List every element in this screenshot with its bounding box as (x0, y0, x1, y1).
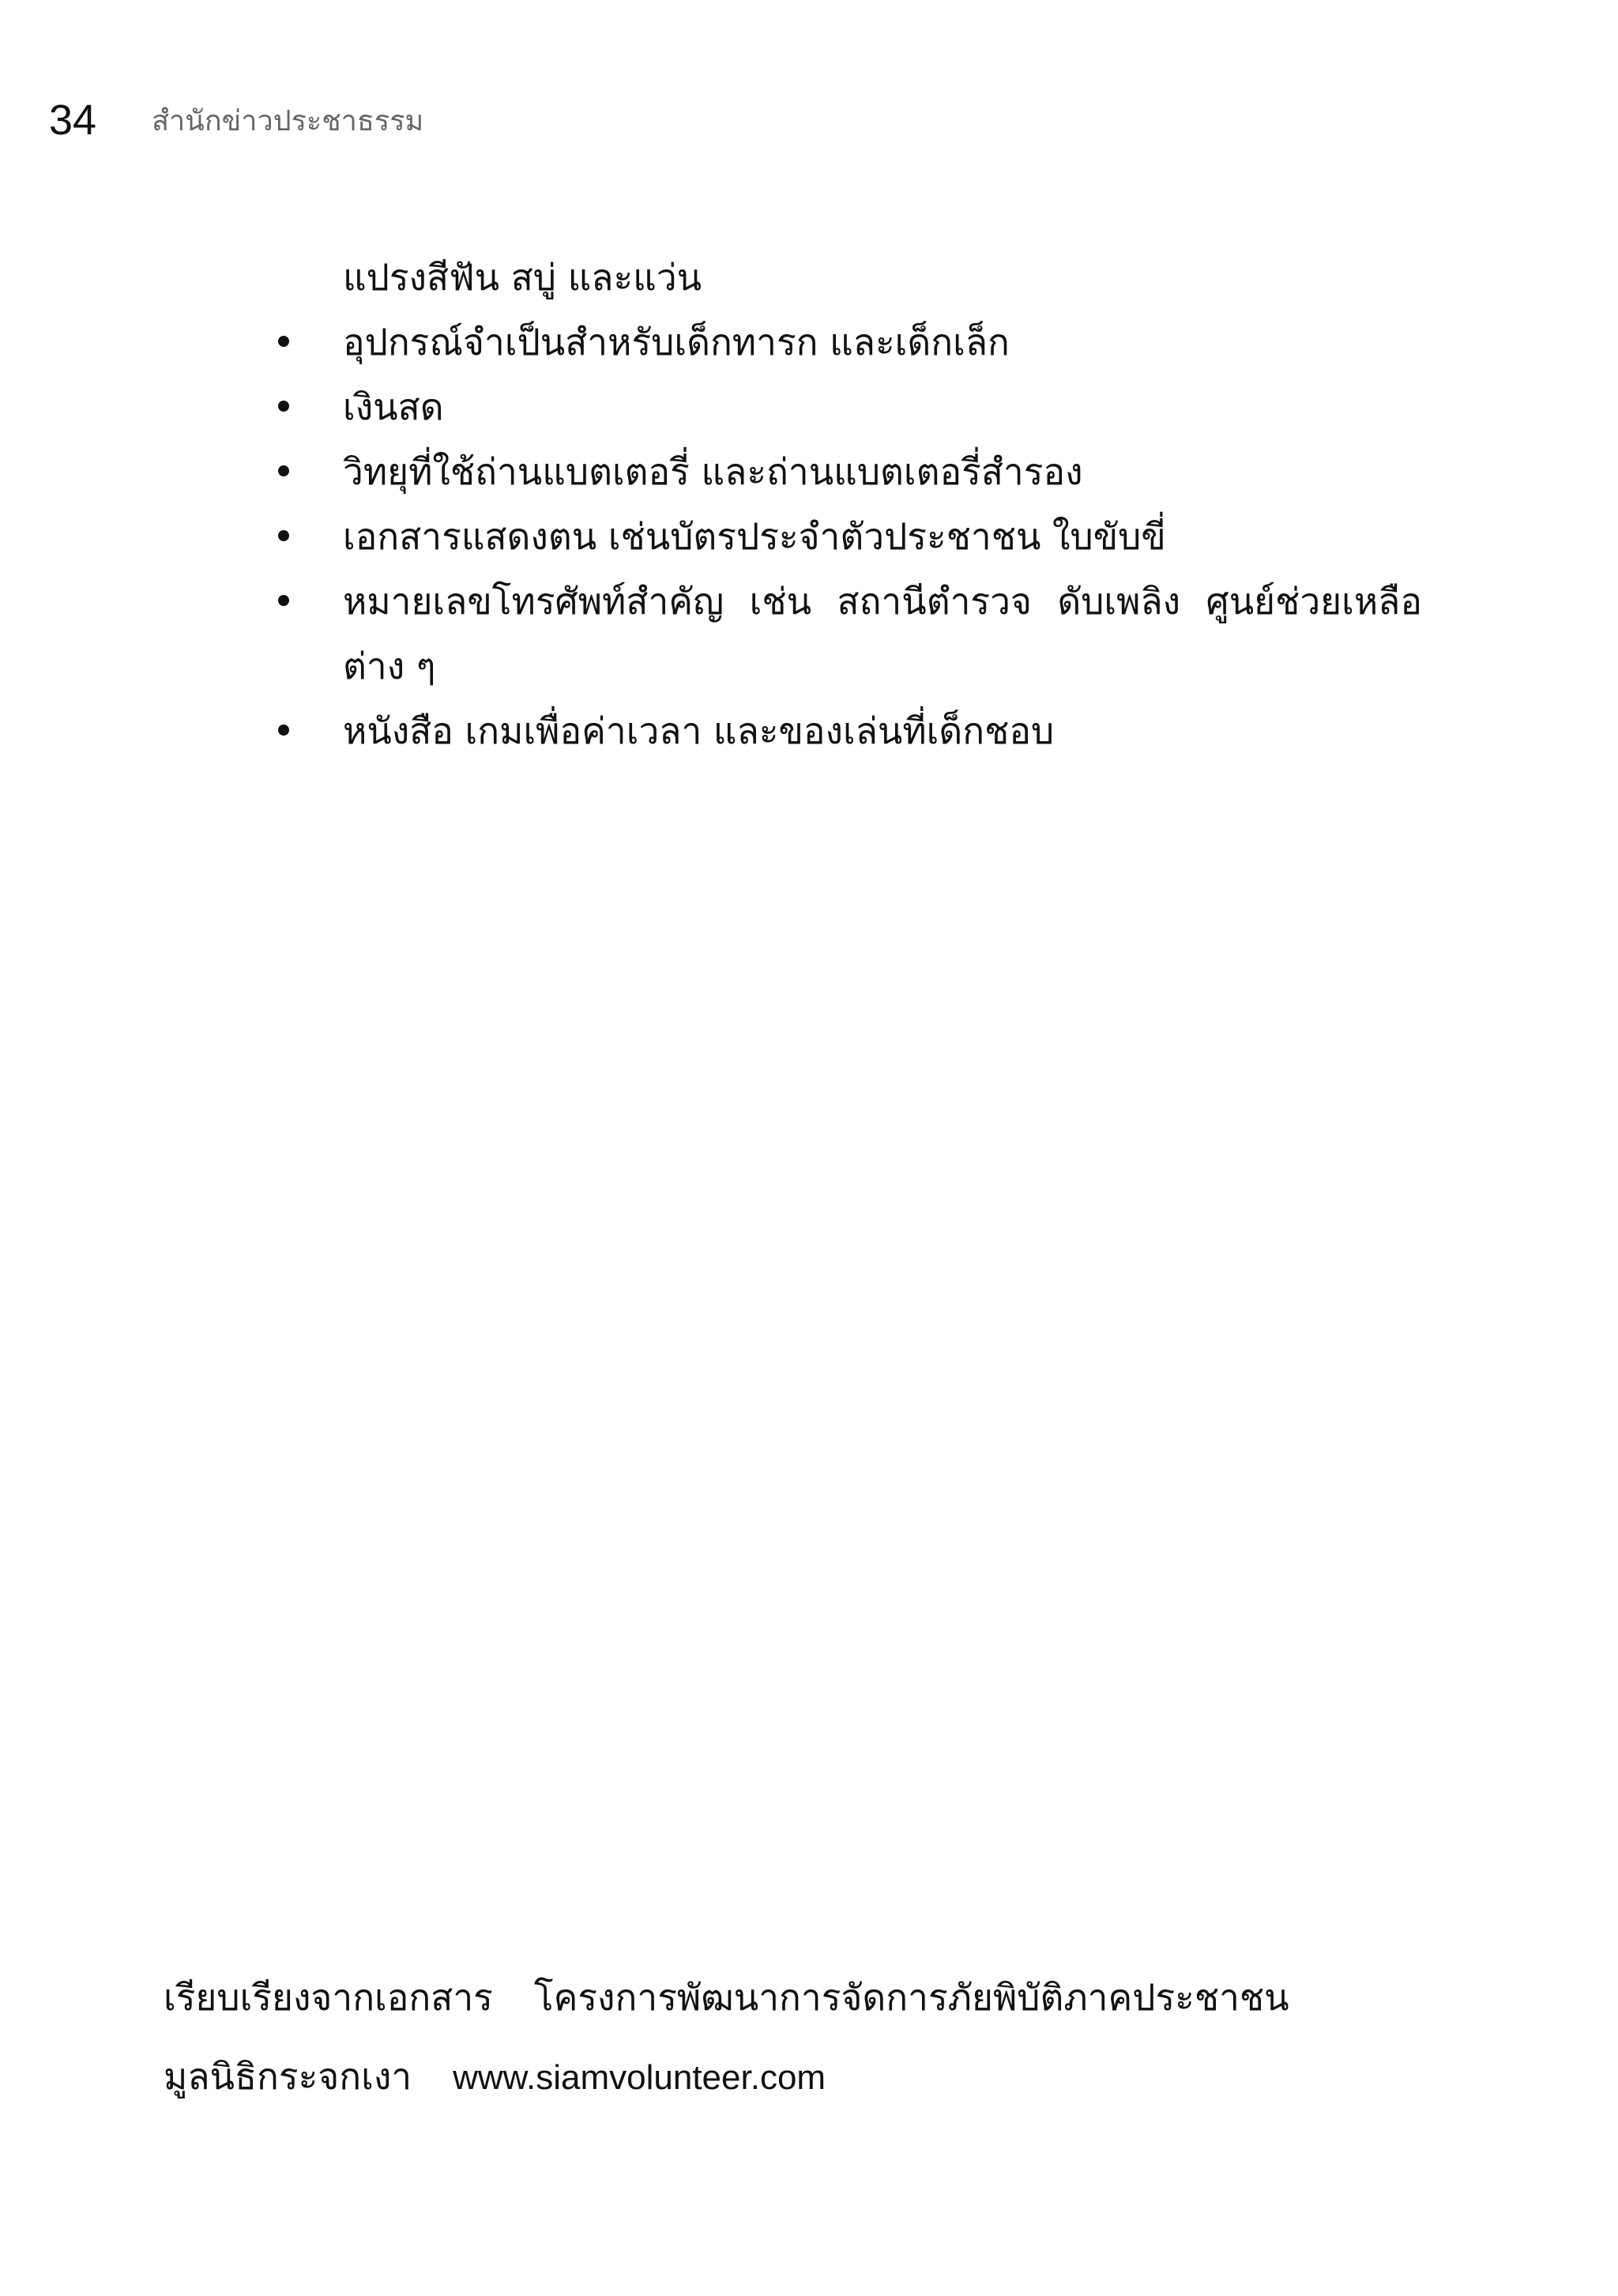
bullet-icon (278, 401, 289, 412)
list-item-text: เงินสด (343, 386, 444, 428)
source-project: โครงการพัฒนาการจัดการภัยพิบัติภาคประชาชน (533, 1976, 1289, 2019)
source-footer (164, 1958, 1428, 2116)
bullet-icon (278, 465, 289, 476)
list-item (269, 375, 1422, 439)
organization-line (164, 2037, 1428, 2116)
website-link[interactable]: www.siamvolunteer.com (453, 2058, 826, 2097)
list-item-text: หนังสือ เกมเพื่อค่าเวลา และของเล่นที่เด็กชอบ (343, 710, 1055, 752)
organization-name: มูลนิธิกระจกเงา (164, 2055, 412, 2098)
page-number: 34 (49, 96, 97, 144)
list-item-text: วิทยุที่ใช้ถ่านแบตเตอรี่ และถ่านแบตเตอรี่สำรอง (343, 450, 1083, 493)
bullet-icon (278, 595, 289, 606)
list-item (269, 569, 1422, 698)
list-item (269, 504, 1422, 569)
source-line (164, 1958, 1428, 2037)
running-head: สำนักข่าวประชาธรรม (152, 104, 424, 137)
list-item (269, 698, 1422, 763)
bullet-icon (278, 336, 289, 347)
bullet-icon (278, 725, 289, 736)
page-header (49, 88, 423, 152)
bullet-icon (278, 530, 289, 541)
list-item-text: อุปกรณ์จำเป็นสำหรับเด็กทารก และเด็กเล็ก (343, 321, 1010, 363)
list-item (269, 439, 1422, 504)
main-content (269, 245, 1422, 763)
list-item-text: เอกสารแสดงตน เช่นบัตรประจำตัวประชาชน ใบขับขี่ (343, 515, 1166, 558)
continuation-text: แปรงสีฟัน สบู่ และแว่น (343, 256, 702, 299)
bullet-list (269, 310, 1422, 763)
list-item-text: หมายเลขโทรศัพท์สำคัญ เช่น สถานีตำรวจ ดับเพลิง ศูนย์ช่วยเหลือ ต่าง ๆ (343, 580, 1422, 687)
list-item (269, 310, 1422, 375)
source-label: เรียบเรียงจากเอกสาร (164, 1976, 493, 2019)
